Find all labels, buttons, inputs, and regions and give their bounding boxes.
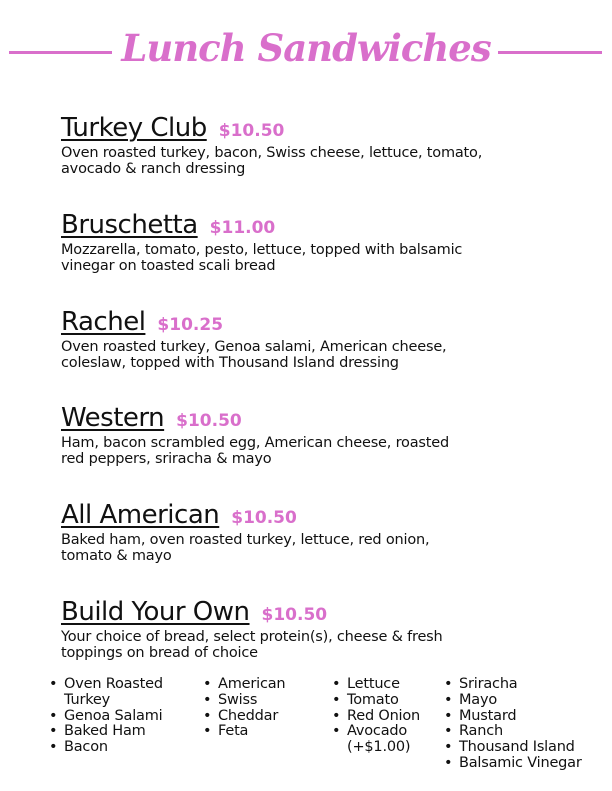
list-item: • Red Onion: [332, 707, 421, 724]
toppings-list: [331, 677, 420, 756]
list-item: • Bacon: [49, 739, 108, 756]
menu-item-bruschetta: [61, 210, 581, 274]
item-description-line: avocado & ranch dressing: [61, 161, 246, 177]
item-description-line: vinegar on toasted scali bread: [61, 258, 276, 274]
list-item: • Cheddar: [203, 707, 279, 724]
list-item: • Thousand Island: [444, 739, 575, 756]
bullet-icon: •: [203, 691, 212, 708]
item-name: All American: [61, 500, 220, 530]
bullet-icon: •: [203, 676, 212, 692]
item-price: $10.50: [176, 411, 242, 431]
bullet-icon: •: [444, 739, 453, 756]
menu-item-rachel: [61, 307, 581, 371]
item-description-line: coleslaw, topped with Thousand Island dressing: [61, 355, 399, 371]
item-description: [61, 532, 581, 564]
item-description-line: Your choice of bread, select protein(s), cheese & fresh: [61, 629, 443, 645]
item-price: $10.50: [261, 605, 328, 625]
item-description: [61, 435, 581, 467]
list-item: • Avocado (+$1.00): [332, 723, 411, 756]
list-item: • Genoa Salami: [49, 707, 163, 724]
bullet-icon: •: [203, 707, 212, 724]
item-description-line: Oven roasted turkey, Genoa salami, American cheese,: [61, 339, 447, 355]
item-description-line: red peppers, sriracha & mayo: [61, 451, 272, 467]
bullet-icon: •: [444, 676, 453, 692]
item-header: [61, 597, 581, 627]
list-item: • Mustard: [444, 707, 517, 724]
bullet-icon: •: [444, 691, 453, 708]
menu-item-western: [61, 403, 581, 467]
cheeses-list: [202, 677, 285, 740]
bullet-icon: •: [444, 723, 453, 740]
item-description: [61, 629, 581, 661]
item-header: [61, 403, 581, 433]
bullet-icon: •: [49, 739, 58, 756]
list-item: • Balsamic Vinegar: [444, 754, 582, 771]
item-price: $10.25: [157, 315, 224, 335]
item-name: Bruschetta: [61, 210, 198, 240]
proteins-list: [48, 677, 163, 756]
item-name: Build Your Own: [61, 597, 250, 627]
bullet-icon: •: [49, 676, 58, 692]
item-price: $10.50: [231, 508, 297, 528]
item-header: [61, 500, 581, 530]
list-item: • Feta: [203, 723, 249, 740]
list-item: • Ranch: [444, 723, 503, 740]
bullet-icon: •: [49, 723, 58, 740]
menu-item-build-your-own: [61, 597, 581, 661]
menu-item-turkey-club: [61, 113, 581, 177]
item-price: $11.00: [209, 218, 276, 238]
list-item: • Baked Ham: [49, 723, 146, 740]
item-name: Turkey Club: [61, 113, 207, 143]
list-item: • Sriracha: [444, 676, 518, 692]
bullet-icon: •: [332, 676, 341, 692]
item-description-line: toppings on bread of choice: [61, 645, 258, 661]
list-item: • Swiss: [203, 691, 258, 708]
bullet-icon: •: [332, 691, 341, 708]
list-item: • Mayo: [444, 691, 498, 708]
list-item: • Oven Roasted Turkey: [49, 676, 163, 708]
sauces-list: [443, 677, 582, 772]
item-description-line: tomato & mayo: [61, 548, 172, 564]
item-description: [61, 242, 581, 274]
item-name: Western: [61, 403, 165, 433]
menu-item-all-american: [61, 500, 581, 564]
item-description: [61, 339, 581, 371]
bullet-icon: •: [332, 707, 341, 724]
item-header: [61, 307, 581, 337]
bullet-icon: •: [203, 723, 212, 740]
item-description: [61, 145, 581, 177]
item-description-line: Mozzarella, tomato, pesto, lettuce, topped with balsamic: [61, 242, 463, 258]
page-title: Lunch Sandwiches: [121, 26, 491, 70]
item-description-line: Ham, bacon scrambled egg, American cheese, roasted: [61, 435, 449, 451]
item-price: $10.50: [218, 121, 285, 141]
list-item: • Lettuce: [332, 676, 400, 692]
item-name: Rachel: [61, 307, 146, 337]
item-header: [61, 113, 581, 143]
bullet-icon: •: [332, 723, 341, 740]
item-header: [61, 210, 581, 240]
bullet-icon: •: [444, 754, 453, 771]
list-item: • Tomato: [332, 691, 399, 708]
bullet-icon: •: [444, 707, 453, 724]
item-description-line: Oven roasted turkey, bacon, Swiss cheese, lettuce, tomato,: [61, 145, 483, 161]
bullet-icon: •: [49, 707, 58, 724]
item-description-line: Baked ham, oven roasted turkey, lettuce, red onion,: [61, 532, 430, 548]
list-item: • American: [203, 676, 286, 692]
